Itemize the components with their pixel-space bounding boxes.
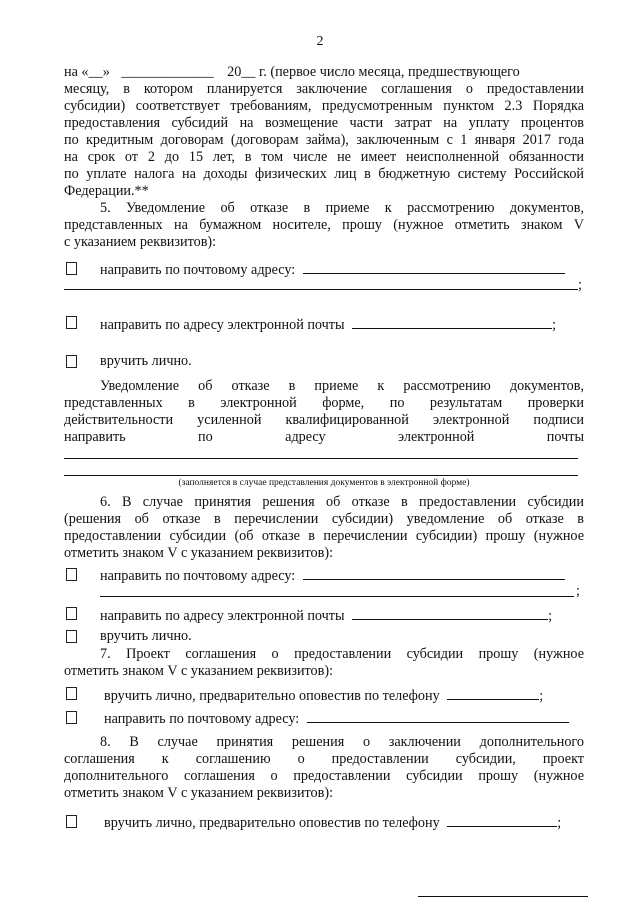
s7-phone-option bbox=[104, 686, 584, 705]
s5-line-3: с указанием реквизитов): bbox=[64, 234, 217, 250]
s8-line-3: дополнительного соглашения о предоставлении субсидии прошу (нужное bbox=[64, 768, 584, 784]
s6-line-2: (решения об отказе в перечислении субсидии) уведомление об отказе в bbox=[64, 511, 584, 527]
s7-phone-checkbox[interactable] bbox=[66, 687, 77, 700]
s7-phone-label: вручить лично, предварительно оповестив по телефону bbox=[104, 688, 440, 704]
s6-personal-label: вручить лично. bbox=[100, 628, 192, 644]
s8-line-2: соглашения к соглашению о предоставлении субсидии, проект bbox=[64, 751, 584, 767]
s5-personal-label: вручить лично. bbox=[100, 353, 192, 369]
signature-line[interactable] bbox=[418, 896, 588, 897]
s5-post-checkbox[interactable] bbox=[66, 262, 77, 275]
s6-post-label: направить по почтовому адресу: bbox=[100, 568, 296, 584]
s5-email-checkbox[interactable] bbox=[66, 316, 77, 329]
s7-line-2: отметить знаком V с указанием реквизитов): bbox=[64, 663, 334, 679]
intro-line-2: месяцу, в котором планируется заключение соглашения о предоставлении bbox=[64, 81, 584, 97]
s5-personal-checkbox[interactable] bbox=[66, 355, 77, 368]
intro-line-4: предоставления субсидий на возмещение части затрат на уплату процентов bbox=[64, 115, 584, 131]
intro-line-7: по уплате налога на доходы физических лиц в бюджетную систему Российской bbox=[64, 166, 584, 182]
s8-heading: 8. В случае принятия решения о заключении дополнительного bbox=[100, 734, 584, 750]
s6-line-4: отметить знаком V с указанием реквизитов): bbox=[64, 545, 334, 561]
s5-post-address-line-2[interactable] bbox=[64, 289, 578, 290]
s5-electronic-line-4: направить по адресу электронной почты bbox=[64, 429, 584, 445]
s8-phone-field[interactable] bbox=[447, 813, 557, 827]
s8-phone-checkbox[interactable] bbox=[66, 815, 77, 828]
date-month-field[interactable]: _____________ bbox=[121, 64, 214, 80]
s6-post-checkbox[interactable] bbox=[66, 568, 77, 581]
s6-heading: 6. В случае принятия решения об отказе в предоставлении субсидии bbox=[100, 494, 584, 510]
s6-email-field[interactable] bbox=[352, 606, 548, 620]
s7-phone-field[interactable] bbox=[447, 686, 539, 700]
s6-email-checkbox[interactable] bbox=[66, 607, 77, 620]
s5-line-2: представленных на бумажном носителе, прошу (нужное отметить знаком V bbox=[64, 217, 584, 233]
s5-electronic-line-3: действительности усиленной квалифицированной электронной подписи bbox=[64, 412, 584, 428]
s6-post-address-field[interactable] bbox=[303, 566, 565, 580]
s6-personal-checkbox[interactable] bbox=[66, 630, 77, 643]
s7-phone-semicolon: ; bbox=[539, 688, 544, 704]
s8-phone-option bbox=[104, 813, 584, 832]
s7-post-address-field[interactable] bbox=[307, 709, 569, 723]
s5-email-semicolon: ; bbox=[552, 317, 557, 333]
s5-electronic-email-line-2[interactable] bbox=[64, 475, 578, 476]
s7-heading: 7. Проект соглашения о предоставлении субсидии прошу (нужное bbox=[100, 646, 584, 662]
s5-post-option bbox=[100, 260, 584, 279]
s5-heading: 5. Уведомление об отказе в приеме к рассмотрению документов, bbox=[100, 200, 584, 216]
s6-post-option bbox=[100, 566, 584, 585]
s6-post-address-line-2[interactable] bbox=[100, 596, 574, 597]
s5-electronic-email-line-1[interactable] bbox=[64, 458, 578, 459]
s6-email-label: направить по адресу электронной почты bbox=[100, 608, 345, 624]
s5-post-label: направить по почтовому адресу: bbox=[100, 262, 296, 278]
date-year-text: 20__ г. (первое число месяца, предшествующего bbox=[227, 64, 520, 80]
s6-post-semicolon: ; bbox=[576, 583, 580, 599]
s6-email-option bbox=[100, 606, 584, 625]
intro-line-8: Федерации.** bbox=[64, 183, 149, 199]
s6-line-3: предоставлении субсидии (об отказе в перечислении субсидии) прошу (нужное bbox=[64, 528, 584, 544]
s5-post-address-field[interactable] bbox=[303, 260, 565, 274]
s5-electronic-line-1: Уведомление об отказе в приеме к рассмотрению документов, bbox=[100, 378, 584, 394]
s7-post-label: направить по почтовому адресу: bbox=[104, 711, 300, 727]
s5-electronic-note: (заполняется в случае представления документов в электронной форме) bbox=[178, 478, 470, 488]
s5-post-semicolon: ; bbox=[578, 277, 582, 293]
intro-line-3: субсидии) соответствует требованиям, предусмотренным пунктом 2.3 Порядка bbox=[64, 98, 584, 114]
intro-line-1 bbox=[64, 64, 584, 81]
s6-email-semicolon: ; bbox=[548, 608, 553, 624]
s5-email-label: направить по адресу электронной почты bbox=[100, 317, 345, 333]
s5-email-option bbox=[100, 315, 584, 334]
s8-phone-label: вручить лично, предварительно оповестив по телефону bbox=[104, 815, 440, 831]
s7-post-checkbox[interactable] bbox=[66, 711, 77, 724]
s7-post-option bbox=[104, 709, 584, 728]
s5-email-field[interactable] bbox=[352, 315, 552, 329]
s8-line-4: отметить знаком V с указанием реквизитов): bbox=[64, 785, 334, 801]
page-number: 2 bbox=[316, 34, 324, 49]
date-day-field[interactable]: на «__» bbox=[64, 64, 110, 80]
intro-line-6: на срок от 2 до 15 лет, в том числе не имеет неисполненной обязанности bbox=[64, 149, 584, 165]
s5-electronic-line-2: представленных в электронной форме, по результатам проверки bbox=[64, 395, 584, 411]
intro-line-5: по кредитным договорам (договорам займа), заключенным с 1 января 2017 года bbox=[64, 132, 584, 148]
s8-phone-semicolon: ; bbox=[557, 815, 562, 831]
